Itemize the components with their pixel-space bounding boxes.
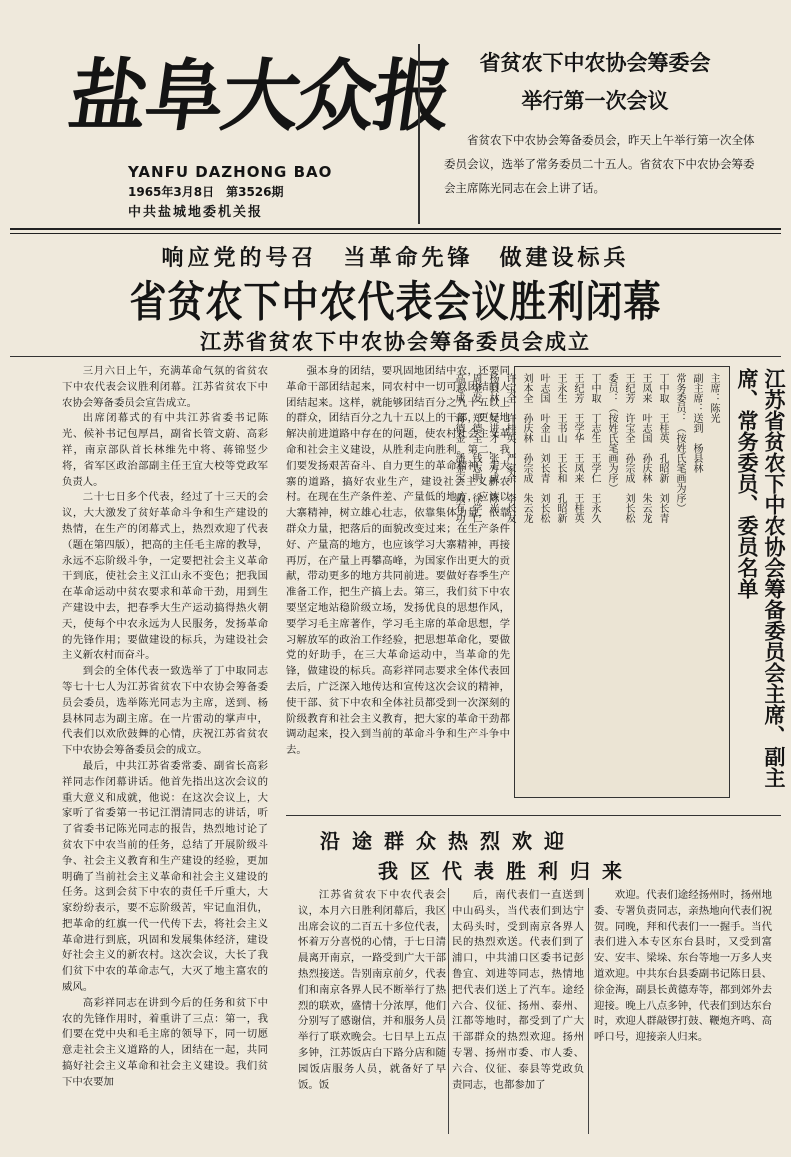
member-list-line: 叶志国 叶金山 刘长青 刘长松	[538, 373, 549, 523]
sub-story-column-1	[298, 888, 446, 1138]
member-list-box	[453, 366, 730, 798]
lead-column-1	[62, 364, 268, 1134]
paragraph: 最后，中共江苏省委常委、副省长高彩祥同志作闭幕讲话。他首先指出这次会议的重大意义和成就，他说：在这次会议上，大家听了省委第一书记江渭清同志的讲话，听了省委书记陈光同志的报告，热烈地讨论了贫农下中农当前的任务，总结了开展阶级斗争、社会主义教育和生产建设的经验，更加明确了当前社会主义革命和社会主义建设的任务。这到会贫下中农的责任千斤重大，大家纷纷表示，要不忘阶级苦，牢记血泪仇，把革命的红旗一代一代传下去，将社会主义革命进行到底，巩固和发展集体经济，建设好社会主义的新农村。这次会议，大长了我们贫下中农的革命志气，大灭了地主富农的威风。	[62, 759, 268, 994]
column-divider	[448, 888, 449, 1134]
sub-story-column-2	[452, 888, 584, 1138]
paragraph: 高彩祥同志在讲到今后的任务和贫下中农的先锋作用时，着重讲了三点：第一，我们要在党中央和毛主席的领导下，同一切愿意走社会主义道路的人，团结在一起，共同搞好社会主义革命和社会主义建设。我们贫下中农要加	[62, 996, 268, 1088]
member-list-line: 周金发 郑德全 钱志明 徐学仁	[470, 373, 481, 523]
sub-story-rule	[286, 815, 781, 816]
sub-story-headline-2: 我区代表胜利归来	[378, 859, 634, 883]
member-list-line: 王凤来 叶志国 孙庆林 朱云龙	[640, 373, 651, 523]
top-news-title-2: 举行第一次会议	[521, 89, 669, 113]
member-list-line: 许宝全 许桂英 严家余 李长友	[504, 373, 515, 523]
paragraph: 欢迎。代表们途经扬州时，扬州地委、专署负责同志，亲热地向代表们祝贺。同晚，拜和代表们一一握手。当代表们进入本专区东台县时，又受到富安、安丰、梁垛、东台等地一万多人夹道欢迎。中共东台县委副书记陈日县、徐金海，副县长黄德寿等，都到郊外去迎接。晚上八点多钟，代表们到达东台时，欢迎人群敲锣打鼓、鞭炮齐鸣、高呼口号，迎接亲人归来。	[594, 889, 772, 1044]
column-divider	[588, 888, 589, 1134]
lead-subhead: 江苏省贫农下中农协会筹备委员会成立	[200, 329, 591, 354]
member-list-line: 丁中取 王桂英 孔昭新 刘长青	[657, 373, 668, 523]
masthead-rule-thin	[10, 233, 781, 234]
member-list-line: 王永生 王书山 王长和 孔昭新	[555, 373, 566, 523]
paragraph: 二十七日多个代表，经过了十三天的会议，大大激发了贫好革命斗争和生产建设的热情，在生产的闭幕式上，热烈欢迎了代表（题在第四版），把高的主任毛主席的教导，永远不忘阶级斗争，一定要把社会主义革命干到底，使社会主义江山永不变色；把我国在革命运动中贫农要求和革命干劲，用到生产建设中去，把春季大生产运动搞得热火朝天，使每个中农永远为人民服务，发扬革命的先锋作用；要做建设的标兵，为建设社会主义新农村而奋斗。	[62, 491, 268, 662]
paragraph: 江苏省贫农下中农代表会议，本月六日胜利闭幕后，我区出席会议的二百五十多位代表，怀着万分喜悦的心情，于七日清晨离开南京，一路受到广大干部热烈接送。告别南京前夕，代表们和南京各界人民不断举行了热烈的联欢，盛情十分浓厚，他们分别写了感谢信，并和服务人员举行了联欢晚会。七日早上五点多钟，江苏饭店白下路分店和随园饭店服务人员，就备好了早饭。饭	[298, 889, 446, 1091]
member-list-line: 王纪芳 许宝全 孙宗成 刘长松	[623, 373, 634, 523]
member-list-line: 委员：（按姓氏笔画为序）	[606, 373, 617, 493]
member-list-line: 丁中取 丁志生 王学仁 王永久	[589, 373, 600, 523]
masthead-pinyin: YANFU DAZHONG BAO	[128, 163, 333, 181]
member-list-line: 刘本全 孙庆林 孙宗成 朱云龙	[521, 373, 532, 523]
lead-headline: 省贫农下中农代表会议胜利闭幕	[129, 277, 662, 327]
top-news-title-1: 省贫农下中农协会筹委会	[479, 51, 711, 75]
lead-rule	[10, 356, 781, 357]
top-news-box	[418, 44, 770, 224]
paragraph: 后，南代表们一直送到中山码头，当代表们到达宁太码头时，受到南京各界人民的热烈欢送。代表们到了浦口，中共浦口区委书记彭鲁宜、刘进等同志，热情地把代表们送上了汽车。途经六合、仪征、扬州、泰州、江都等地时，都受到了广大干部群众的热烈欢迎。扬州专署、扬州市委、市人委、六合、仪征、泰县等党政负责同志，也都参加了	[452, 889, 584, 1091]
member-list	[449, 373, 721, 791]
member-list-line: 常务委员：（按姓氏笔画为序）	[674, 373, 685, 513]
member-list-line: 副主席：送到 杨县林	[691, 373, 702, 473]
masthead-title: 盐阜大众报	[63, 51, 457, 142]
member-list-line: 杨县林 吴进才 张方成 陈光	[487, 373, 498, 513]
masthead-rule	[10, 228, 781, 230]
masthead-org: 中共盐城地委机关报	[128, 205, 264, 220]
lead-slogan: 响应党的号召 当革命先锋 做建设标兵	[161, 245, 630, 271]
member-list-line: 高志成 蒋德金 潘金宝 戴有功	[453, 373, 464, 523]
masthead-date-issue: 1965年3月8日 第3526期	[128, 185, 284, 199]
paragraph: 到会的全体代表一致选举了丁中取同志等七十七人为江苏省贫农下中农协会筹备委员会委员，选举陈光同志为主席，送到、杨县林同志为副主席。在一片雷动的掌声中，代表们以欢欣鼓舞的心情，庆祝江苏省贫农下中农协会筹备委员会的成立。	[62, 665, 268, 757]
paragraph: 三月六日上午，充满革命气氛的省贫农下中农代表会议胜利闭幕。江苏省贫农下中农协会筹备委员会宣告成立。	[62, 365, 268, 409]
paragraph: 出席闭幕式的有中共江苏省委书记陈光、候补书记包厚昌，副省长管文蔚、高彩祥，南京部队首长林维先中将、蒋锦竖少将，省军区政治部副主任王宜大校等党政军负责人。	[62, 412, 268, 488]
sub-story-headline-1: 沿途群众热烈欢迎	[320, 829, 576, 853]
top-news-body: 省贫农下中农协会筹备委员会，昨天上午举行第一次全体委员会议，选举了常务委员二十五人。省贫农下中农协会筹委会主席陈光同志在会上讲了话。	[444, 133, 755, 195]
member-list-line: 主席：陈光	[708, 373, 719, 423]
sub-story-column-3	[594, 888, 772, 1138]
member-list-title: 江苏省贫农下中农协会筹备委员会主席、副主席、常务委员、委员名单	[735, 368, 786, 788]
member-list-line: 王纪芳 王学华 王凤来 王桂英	[572, 373, 583, 523]
paragraph: 强本身的团结，要巩固地团结中农，还要同革命干部团结起来，同农村中一切可以团结的人团结起来。这样，就能够团结百分之九十五以上的群众，团结百分之九十五以上的干部，更好地解决前进道路中存在的问题，使农村社会主义革命和社会主义建设，从胜利走向胜利。第二，我们要发扬艰苦奋斗、自力更生的革命精神，走大寨的道路，搞好农业生产，建设社会主义新农村。在现在生产条件差、产量低的地方，应该以大寨精神，树立雄心壮志，依靠集体力量，依靠群众力量，把落后的面貌改变过来；在生产条件好、产量高的地方，也应该学习大寨精神，再接再厉，在产量上再攀高峰，为国家作出更大的贡献，带动更多的地方共同前进。要做好春季生产准备工作，把生产搞上去。第三，我们贫下中农要坚定地站稳阶级立场，发扬优良的思想作风，要学习毛主席著作，学习毛主席的革命思想，学习解放军的政治工作经验，把思想革命化，要做党的好助手，在三大革命运动中，当革命的先锋，做建设的标兵。高彩祥同志要求全体代表回去后，广泛深入地传达和宣传这次会议的精神，使干部、贫下中农和全体社员都受到一次深刻的阶级教育和社会主义教育，把大家的革命干劲都调动起来，投入到当前的革命斗争和生产斗争中去。	[286, 365, 510, 757]
